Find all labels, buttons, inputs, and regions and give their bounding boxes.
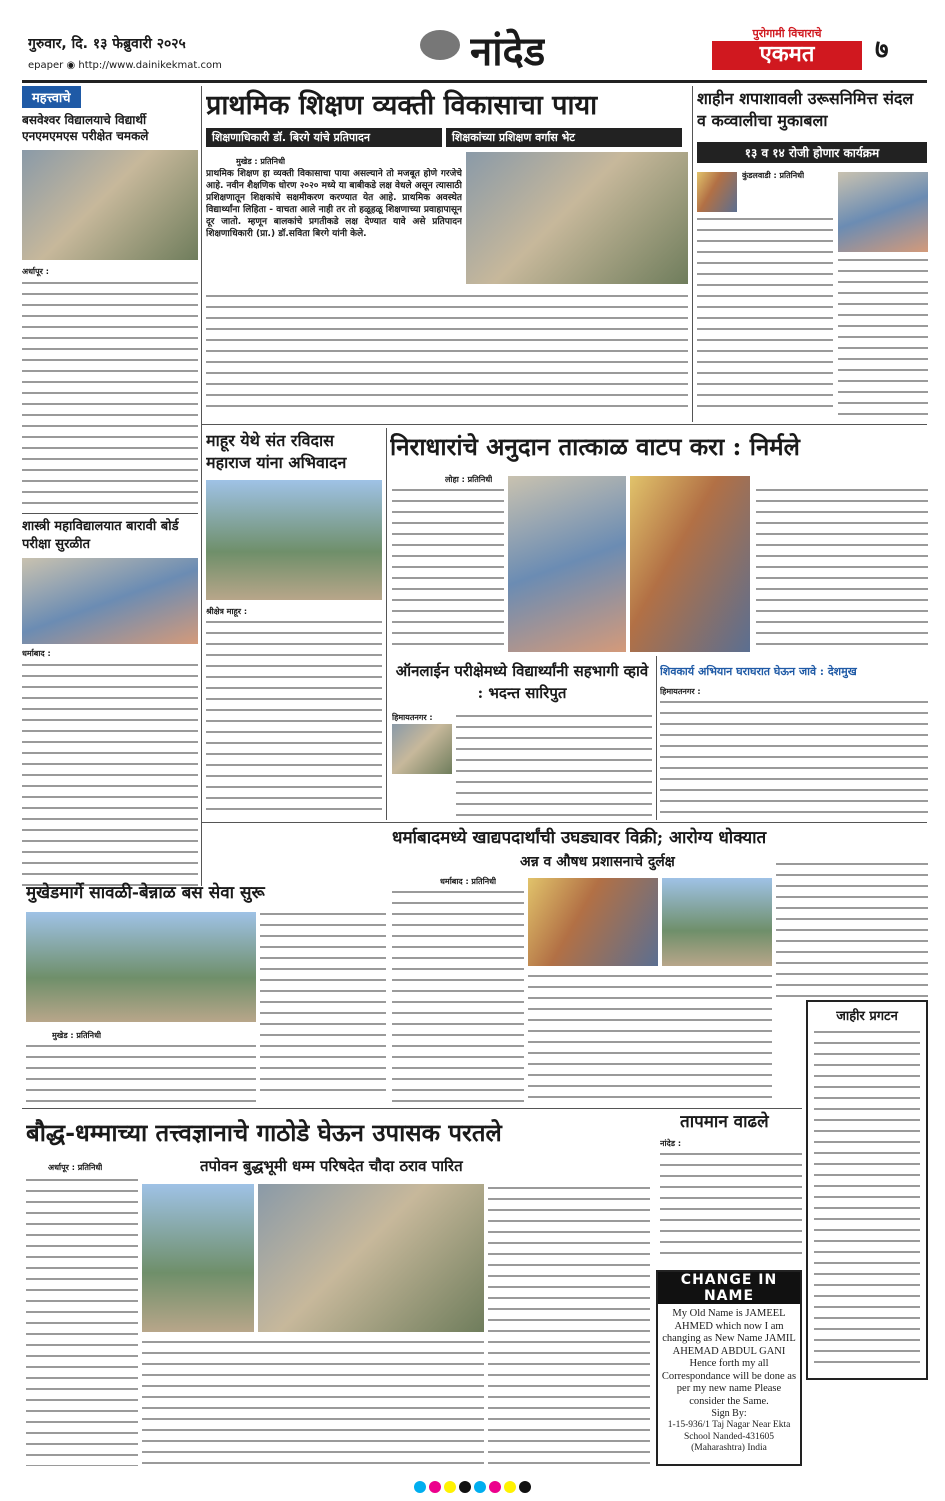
bus-body-col1 [260, 910, 386, 1100]
dharmabad-body-col2 [528, 972, 772, 1102]
bus-body-col2 [26, 1042, 256, 1102]
niradhar-headline: निराधारांचे अनुदान तात्काळ वाटप करा : निर्मले [390, 432, 800, 461]
epaper-link[interactable]: epaper ◉ http://www.dainikekmat.com [28, 60, 222, 71]
magenta-swatch [429, 1481, 441, 1493]
sidebar-tag: महत्त्वाचे [22, 86, 81, 108]
online-exam-body [456, 712, 652, 818]
niradhar-body-col2 [756, 486, 928, 652]
masthead [0, 0, 945, 78]
dhamma-dateline: अर्धापूर : प्रतिनिधी [48, 1163, 103, 1172]
dharmabad-headline: धर्माबादमध्ये खाद्यपदार्थांची उघड्यावर विक्री; आरोग्य धोक्यात [392, 828, 767, 848]
column-rule [656, 656, 657, 820]
dharmabad-body-col1 [392, 888, 524, 1102]
lead-dateline: मुखेड : प्रतिनिधी [236, 157, 286, 166]
change-in-name-ad [656, 1270, 802, 1466]
food-stall-photo [528, 878, 658, 966]
section-rule [202, 822, 927, 823]
urus-subhead: १३ व १४ रोजी होणार कार्यक्रम [697, 142, 927, 163]
newspaper-logo: पुरोगामी विचाराचे एकमत [712, 26, 862, 70]
dharmabad-dateline: धर्माबाद : प्रतिनिधी [440, 877, 497, 886]
mahur-headline: माहूर येथे संत रविदास महाराज यांना अभिवादन [206, 431, 347, 472]
change-in-name-title: CHANGE IN NAME [658, 1272, 800, 1304]
dhamma-body-col3 [488, 1184, 650, 1466]
dhamma-body-col1 [26, 1176, 138, 1466]
bus-photo [26, 912, 256, 1022]
lead-subhead-1: शिक्षणाधिकारी डॉ. बिरगे यांचे प्रतिपादन [206, 128, 442, 147]
sidebar-story1-dateline: अर्धापूर : [22, 267, 49, 276]
cyan-swatch [474, 1481, 486, 1493]
yellow-swatch [504, 1481, 516, 1493]
shivkarya-body [660, 698, 928, 818]
issue-date: गुरुवार, दि. १३ फेब्रुवारी २०२५ [28, 36, 186, 52]
black-swatch [459, 1481, 471, 1493]
shivkarya-headline: शिवकार्य अभियान घराघरात घेऊन जावे : देशमुख [660, 665, 857, 678]
color-registration-bar [0, 1480, 945, 1494]
header-rule [22, 80, 927, 83]
sidebar-story1-body [22, 279, 198, 509]
weather-headline: तापमान वाढले [680, 1112, 769, 1132]
monk-photo [392, 724, 452, 774]
page-number: ७ [875, 35, 889, 65]
section-rule [202, 424, 927, 425]
dhamma-subhead: तपोवन बुद्धभूमी धम्म परिषदेत चौदा ठराव पारित [200, 1157, 463, 1175]
niradhar-photo-right [630, 476, 750, 652]
mahur-body [206, 618, 382, 814]
bus-headline: मुखेडमार्गे सावळी-बेन्नाळ बस सेवा सुरू [26, 883, 265, 903]
notice-body [814, 1028, 920, 1368]
niradhar-dateline: लोहा : प्रतिनिधी [445, 475, 493, 484]
edition-name: नांदेड [470, 28, 546, 75]
lead-photo [466, 152, 688, 284]
column-rule [201, 86, 202, 886]
shivkarya-dateline: हिमायतनगर : [660, 687, 701, 696]
urus-body-col2 [838, 256, 928, 416]
globe-icon: ◉ [66, 60, 76, 71]
sidebar-story2-body [22, 661, 198, 886]
lead-intro: प्राथमिक शिक्षण हा व्यक्ती विकासाचा पाया असल्याने तो मजबूत होणे गरजेचे आहे. नवीन शैक्षणिक धोरण २०२० मध्ये या बाबीकडे लक्ष वेधले असून त्यासाठी प्रशिक्षणातून शिक्षकांचे सक्षमीकरण करण्यात येत आहे. प्राथमिक अवस्थेत विद्यार्थ्यांना लिहिता - वाचता आले नाही तर तो हळूहळू शिक्षणाच्या प्रवाहापासून दूर जातो. म्हणून बालकांचे प्रगतीकडे लक्ष देण्यात यावे असे प्रतिपादन शिक्षणाधिकारी (प्रा.) डॉ.सविता बिरगे यांनी केले. [206, 169, 462, 239]
weather-dateline: नांदेड : [660, 1139, 682, 1148]
notice-headline: जाहीर प्रगटन [836, 1009, 898, 1024]
column-rule [386, 428, 387, 820]
emblem-icon [420, 30, 460, 60]
dharmabad-body-col3 [776, 860, 928, 998]
sweets-photo [662, 878, 772, 966]
sidebar [22, 86, 198, 886]
sidebar-story1-headline: बसवेश्वर विद्यालयाचे विद्यार्थी एनएमएमएस परीक्षेत चमकले [22, 113, 149, 143]
section-rule [22, 1108, 802, 1109]
mahur-dateline: श्रीक्षेत्र माहूर : [206, 607, 248, 616]
student-group-photo [22, 150, 198, 260]
shrine-photo [697, 172, 737, 212]
cyan-swatch [414, 1481, 426, 1493]
change-in-name-body: My Old Name is JAMEEL AHMED which now I am changing as New Name JAMIL AHEMAD ABDUL GANI Hence forth my all Correspondance will be done as per my new name Please consider the Same. [661, 1308, 797, 1407]
exam-hall-photo [22, 558, 198, 644]
qawwal-photo [838, 172, 928, 252]
sidebar-story2-dateline: धर्माबाद : [22, 649, 51, 658]
lead-subhead-2: शिक्षकांच्या प्रशिक्षण वर्गास भेट [446, 128, 682, 147]
dharmabad-subhead: अन्न व औषध प्रशासनाचे दुर्लक्ष [520, 854, 675, 870]
urus-dateline: कुंडलवाडी : प्रतिनिधी [742, 171, 805, 180]
divider [22, 513, 198, 514]
black-swatch [519, 1481, 531, 1493]
bus-dateline: मुखेड : प्रतिनिधी [52, 1031, 102, 1040]
online-exam-dateline: हिमायतनगर : [392, 713, 433, 722]
column-rule [692, 86, 693, 422]
urus-body-col1 [697, 215, 833, 415]
dhamma-headline: बौद्ध-धम्माच्या तत्त्वज्ञानाचे गाठोडे घेऊन उपासक परतले [26, 1118, 502, 1147]
lead-body [206, 292, 688, 412]
urus-headline: शाहीन शपाशावली उरूसनिमित्त संदल व कव्वालीचा मुकाबला [697, 89, 914, 130]
assembly-photo [258, 1184, 484, 1332]
change-in-name-sign: Sign By: [711, 1408, 747, 1419]
public-notice-box [806, 1000, 928, 1380]
sidebar-story2-headline: शास्त्री महाविद्यालयात बारावी बोर्ड परीक्षा सुरळीत [22, 519, 179, 552]
weather-body [660, 1150, 802, 1260]
dhamma-body-col2 [142, 1338, 484, 1466]
lead-headline: प्राथमिक शिक्षण व्यक्ती विकासाचा पाया [206, 90, 598, 121]
change-in-name-address: 1-15-936/1 Taj Nagar Near Ekta School Nanded-431605 (Maharashtra) India [667, 1420, 791, 1453]
yellow-swatch [444, 1481, 456, 1493]
magenta-swatch [489, 1481, 501, 1493]
pagoda-photo [142, 1184, 254, 1332]
online-exam-headline: ऑनलाईन परीक्षेमध्ये विद्यार्थ्यांनी सहभागी व्हावे : भदन्त सारिपुत [395, 662, 649, 702]
niradhar-photo-left [508, 476, 626, 652]
mahur-photo [206, 480, 382, 600]
niradhar-body-col1 [392, 486, 504, 646]
